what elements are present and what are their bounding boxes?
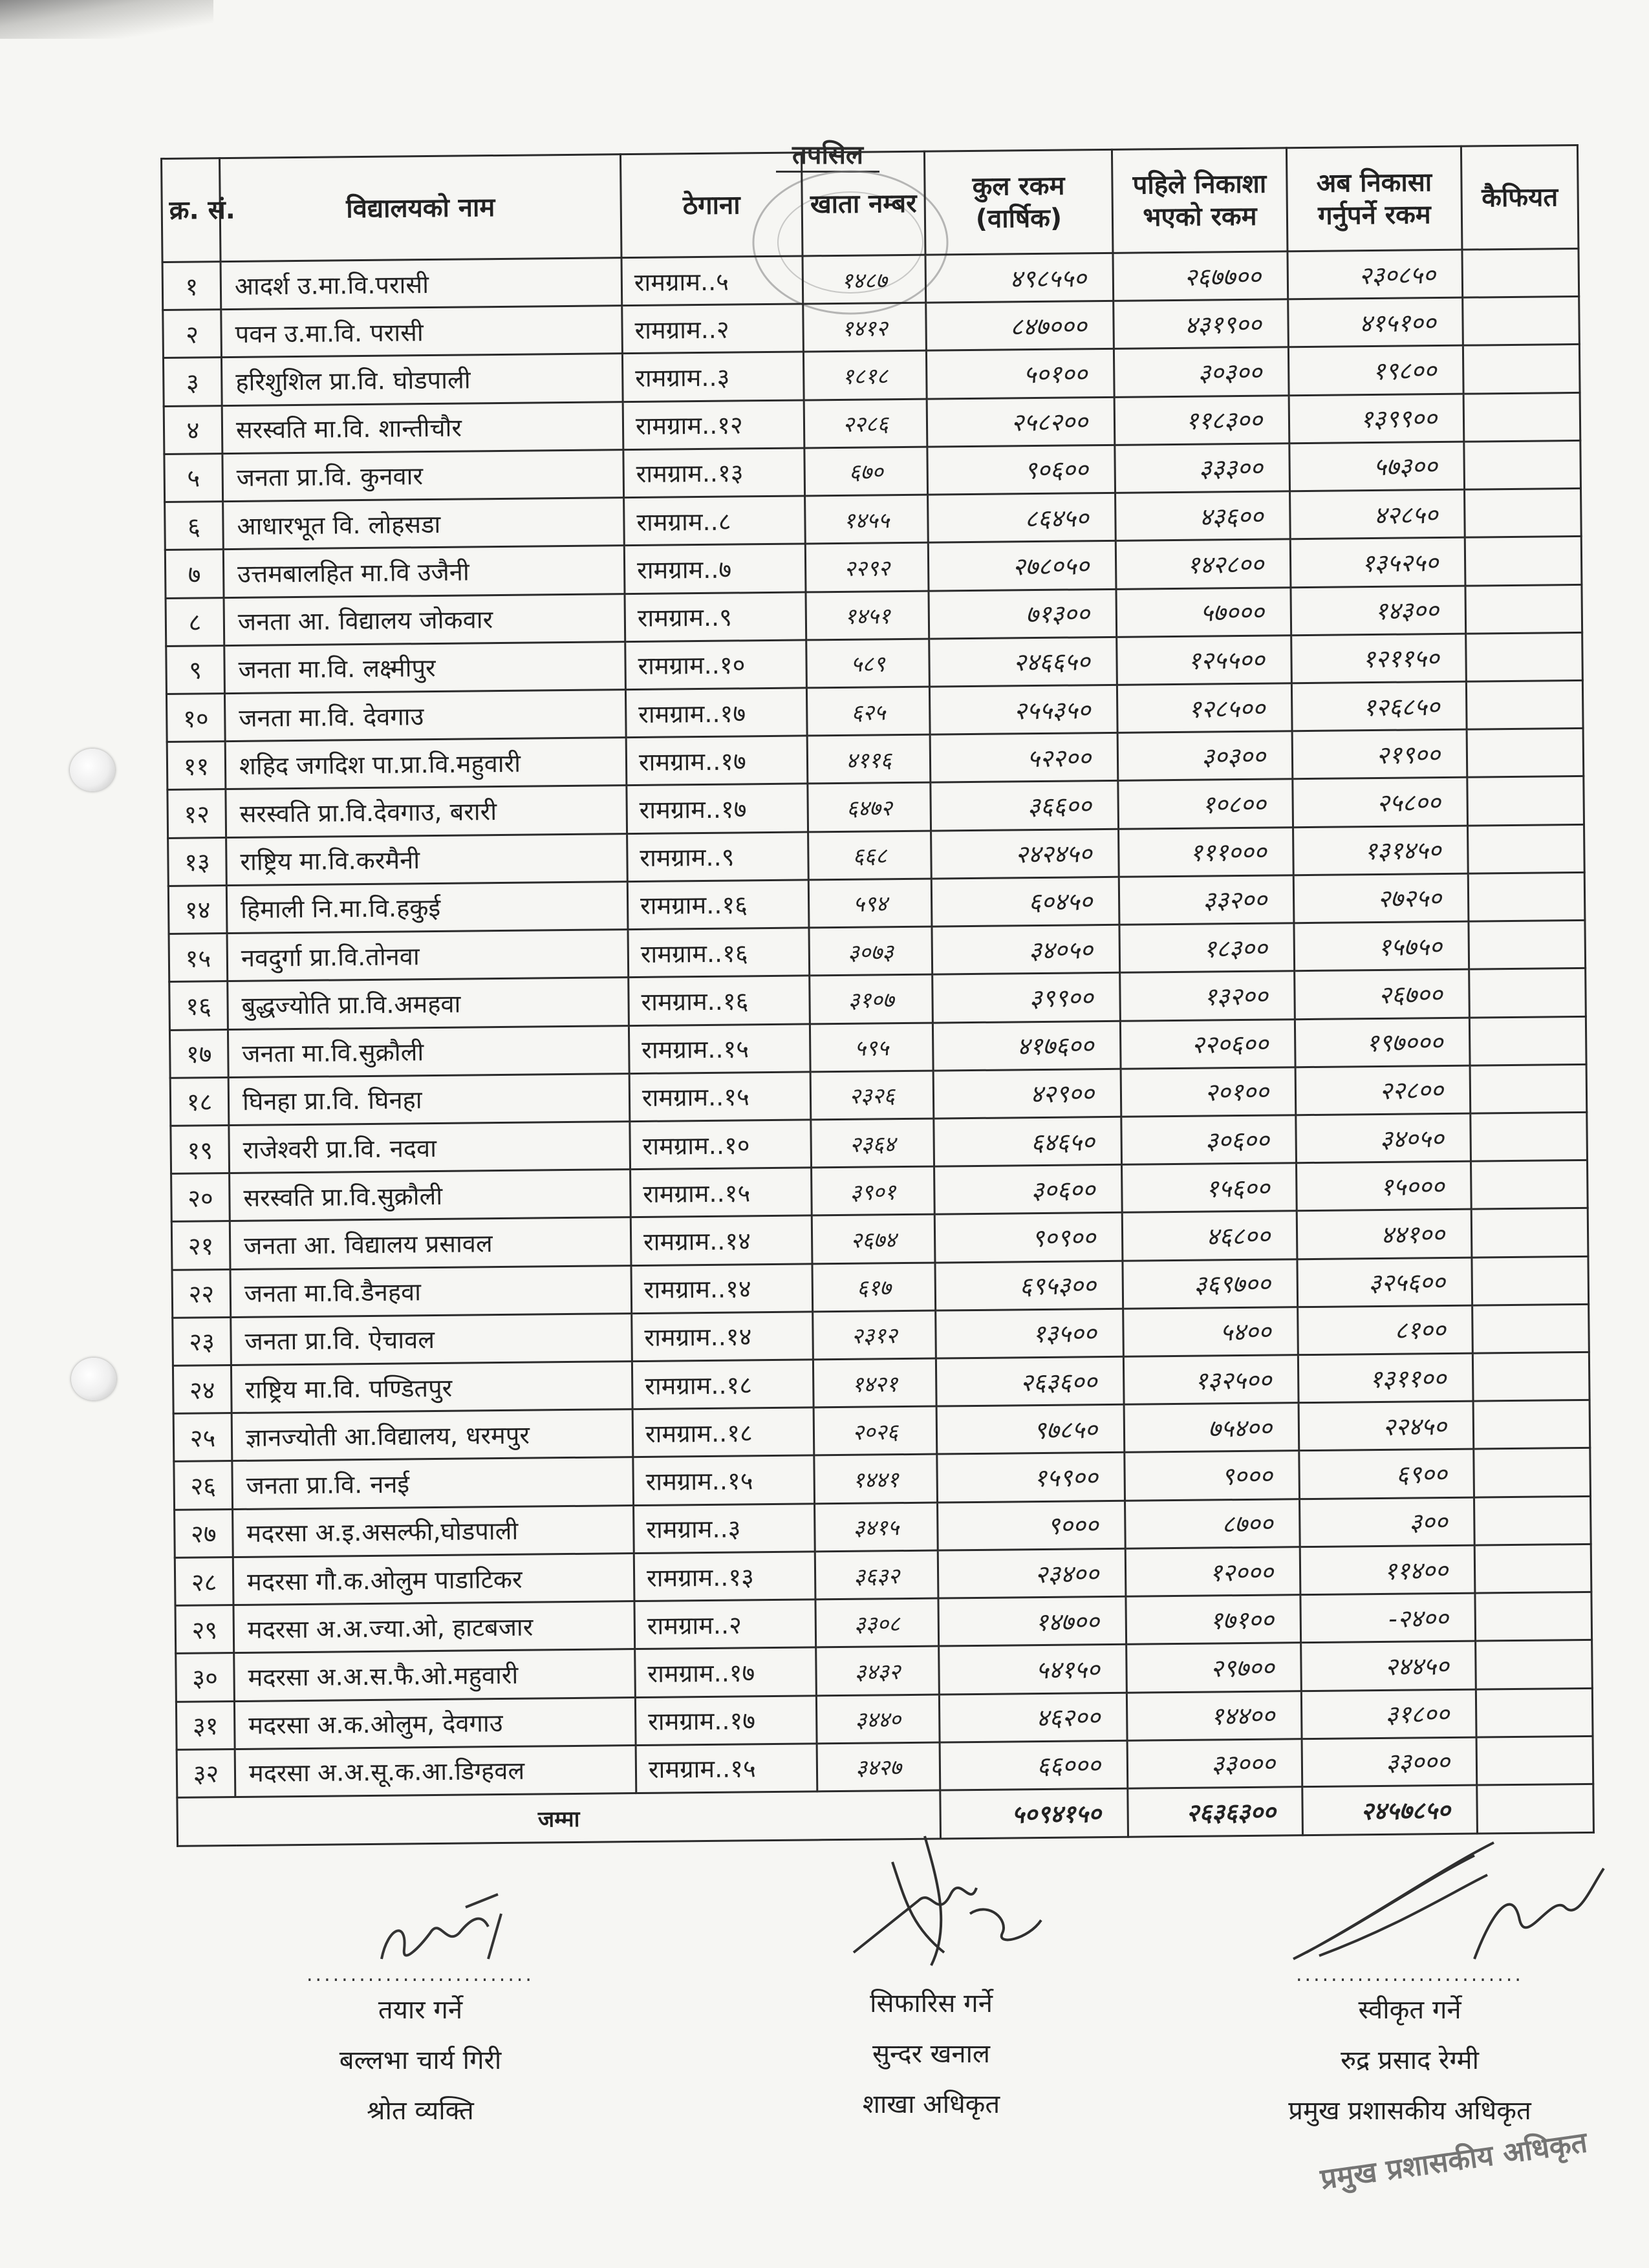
signature-block-prepared: [259, 1965, 582, 2136]
cell-released-amount: ३३२००: [1119, 875, 1294, 925]
cell-address: रामग्राम..२: [634, 1599, 816, 1649]
cell-remarks: [1463, 297, 1580, 346]
cell-remaining-amount: २५८००: [1293, 778, 1468, 828]
cell-school-name: राष्ट्रिय मा.वि.करमैनी: [226, 833, 628, 885]
cell-address: रामग्राम..१५: [629, 1023, 810, 1073]
cell-remaining-amount: १९७०००: [1295, 1018, 1470, 1067]
cell-total-amount: २४६६५०: [929, 637, 1117, 687]
cell-released-amount: २२०६००: [1120, 1019, 1295, 1069]
cell-school-name: आदर्श उ.मा.वि.परासी: [221, 258, 622, 310]
cell-remaining-amount: ३००: [1299, 1497, 1474, 1547]
cell-address: रामग्राम..१४: [630, 1215, 812, 1265]
cell-account-number: २२८६: [804, 399, 927, 448]
approved-role: स्वीकृत गर्ने: [1358, 1995, 1461, 2025]
cell-serial-number: १६: [169, 981, 228, 1030]
cell-total-amount: ६०४५०: [931, 877, 1119, 926]
cell-address: रामग्राम..१७: [626, 736, 808, 786]
prepared-role: तयार गर्ने: [378, 1995, 463, 2025]
cell-total-amount: ८६४५०: [928, 493, 1116, 542]
cell-remarks: [1465, 537, 1582, 586]
cell-serial-number: १७: [169, 1029, 228, 1078]
cell-school-name: शहिद जगदिश पा.प्रा.वि.महुवारी: [225, 738, 627, 789]
cell-remaining-amount: १३१४५०: [1293, 826, 1469, 875]
cell-serial-number: २३: [173, 1317, 232, 1365]
cell-account-number: २०२६: [814, 1406, 937, 1455]
cell-remaining-amount: २४४५०: [1301, 1641, 1476, 1691]
cell-serial-number: ५: [164, 453, 223, 502]
cell-address: रामग्राम..१६: [628, 928, 810, 978]
header-remaining-amount: अब निकासा गर्नुपर्ने रकम: [1286, 146, 1462, 251]
cell-account-number: ६६८: [808, 831, 932, 880]
cell-school-name: मदरसा गौ.क.ओलुम पाडाटिकर: [233, 1553, 634, 1605]
cell-serial-number: २७: [175, 1509, 233, 1557]
cell-address: रामग्राम..१३: [634, 1552, 815, 1601]
header-school-name: विद्यालयको नाम: [220, 155, 622, 262]
prepared-title: श्रोत व्यक्ति: [367, 2096, 474, 2126]
cell-remarks: [1476, 1640, 1593, 1689]
cell-school-name: जनता प्रा.वि. ननई: [232, 1457, 634, 1509]
cell-serial-number: २८: [175, 1557, 233, 1605]
cell-released-amount: १२८५००: [1117, 683, 1292, 733]
cell-address: रामग्राम..२: [622, 304, 804, 354]
table-body: [162, 248, 1593, 1797]
cell-serial-number: ३१: [176, 1701, 235, 1749]
cell-serial-number: ७: [165, 550, 224, 598]
cell-released-amount: ७५४००: [1124, 1403, 1299, 1453]
approved-title: प्रमुख प्रशासकीय अधिकृत: [1288, 2096, 1531, 2126]
cell-school-name: मदरसा अ.क.ओलुम, देवगाउ: [234, 1697, 636, 1749]
cell-serial-number: २९: [175, 1605, 234, 1654]
cell-account-number: २३६४: [811, 1118, 934, 1168]
cell-remaining-amount: १३९९००: [1289, 394, 1464, 444]
punch-hole-top: [70, 749, 115, 791]
cell-serial-number: २०: [171, 1173, 230, 1222]
header-address: ठेगाना: [620, 153, 803, 258]
cell-account-number: १४५५: [805, 495, 929, 544]
cell-school-name: मदरसा अ.अ.सू.क.आ.डिग्हवल: [235, 1745, 636, 1797]
cell-address: रामग्राम..१२: [623, 400, 804, 450]
cell-remaining-amount: २६७००: [1295, 969, 1470, 1019]
table-caption: तपसिल: [763, 136, 892, 171]
cell-remaining-amount: ५७३००: [1289, 442, 1465, 491]
cell-remaining-amount: १५०००: [1297, 1161, 1472, 1211]
cell-serial-number: ८: [166, 597, 224, 646]
cell-school-name: पवन उ.मा.वि. परासी: [221, 306, 623, 358]
cell-released-amount: १५६००: [1122, 1163, 1297, 1213]
cell-total-amount: ६९५३००: [935, 1261, 1123, 1311]
cell-total-amount: ३४०५०: [932, 925, 1120, 974]
cell-school-name: नवदुर्गा प्रा.वि.तोनवा: [227, 930, 629, 981]
cell-released-amount: १३२००: [1120, 971, 1295, 1021]
approved-name: रुद्र प्रसाद रेग्मी: [1341, 2046, 1479, 2075]
total-label: जम्मा: [177, 1790, 941, 1846]
cell-total-amount: ६६०००: [940, 1740, 1128, 1790]
cell-account-number: ५९५: [810, 1023, 933, 1072]
cell-released-amount: ९०००: [1125, 1451, 1300, 1501]
cell-total-amount: ६४६५०: [934, 1117, 1122, 1166]
cell-serial-number: २६: [174, 1461, 233, 1510]
cell-remaining-amount: १२११५०: [1291, 634, 1467, 683]
cell-total-amount: ८४७०००: [926, 301, 1114, 351]
cell-released-amount: ३३३००: [1115, 444, 1290, 493]
cell-account-number: ३०७३: [809, 926, 932, 976]
cell-remaining-amount: २२८००: [1295, 1065, 1471, 1115]
table-header-row: [162, 145, 1579, 262]
cell-school-name: हिमाली नि.मा.वि.हकुई: [226, 881, 628, 933]
cell-address: रामग्राम..१०: [630, 1120, 812, 1170]
cell-total-amount: २६३६००: [936, 1356, 1124, 1406]
signature-dots: ..........................: [1296, 1963, 1524, 1986]
cell-remaining-amount: २३०८५०: [1288, 250, 1463, 299]
cell-remarks: [1468, 872, 1585, 921]
cell-account-number: ६७०: [804, 447, 928, 496]
cell-school-name: जनता प्रा.वि. कुनवार: [222, 450, 624, 502]
cell-address: रामग्राम..९: [627, 832, 809, 882]
cell-address: रामग्राम..१४: [632, 1312, 814, 1362]
cell-total-amount: ३०६००: [934, 1164, 1123, 1214]
signature-block-approved: [1216, 1965, 1604, 2136]
cell-released-amount: ५४००: [1123, 1307, 1299, 1357]
cell-total-amount: ९७८५०: [936, 1405, 1125, 1455]
cell-remaining-amount: ३१८००: [1301, 1689, 1476, 1739]
cell-remaining-amount: ३४०५०: [1296, 1113, 1471, 1163]
cell-serial-number: ४: [164, 405, 222, 454]
cell-address: रामग्राम..९: [625, 592, 806, 641]
cell-account-number: १४१२: [803, 303, 927, 352]
cell-school-name: आधारभूत वि. लोहसडा: [223, 498, 625, 550]
cell-remarks: [1476, 1688, 1593, 1737]
cell-released-amount: १११०००: [1119, 827, 1294, 877]
cell-remarks: [1476, 1736, 1593, 1785]
cell-address: रामग्राम..१७: [627, 784, 808, 833]
cell-serial-number: १: [162, 262, 221, 310]
cell-released-amount: २९७००: [1126, 1643, 1302, 1693]
cell-account-number: ३३०८: [815, 1598, 939, 1647]
cell-remarks: [1473, 1400, 1590, 1450]
cell-address: रामग्राम..१५: [630, 1168, 812, 1217]
cell-total-amount: ४९८५५०: [925, 253, 1114, 303]
cell-address: रामग्राम..१६: [627, 880, 809, 930]
cell-school-name: घिनहा प्रा.वि. घिनहा: [228, 1073, 630, 1125]
cell-school-name: हरिशुशिल प्रा.वि. घोडपाली: [221, 354, 623, 405]
cell-remarks: [1466, 680, 1583, 729]
cell-account-number: ३९०१: [812, 1166, 935, 1215]
cell-remarks: [1467, 776, 1584, 826]
scan-edge-shadow: [0, 0, 213, 39]
cell-remarks: [1466, 632, 1583, 681]
header-total-amount: कुल रकम (वार्षिक): [924, 149, 1113, 255]
cell-serial-number: १३: [168, 837, 227, 886]
cell-remarks: [1475, 1592, 1592, 1641]
cell-address: रामग्राम..८: [624, 496, 806, 546]
recommended-name: सुन्दर खनाल: [872, 2039, 991, 2069]
cell-serial-number: १५: [169, 934, 228, 982]
header-serial-number: क्र. सं.: [162, 158, 221, 262]
cell-released-amount: ४३६००: [1116, 491, 1291, 541]
cell-address: रामग्राम..१७: [635, 1647, 817, 1697]
cell-account-number: ५९४: [808, 879, 932, 928]
punch-hole-bottom: [71, 1358, 116, 1400]
cell-released-amount: ३३०००: [1127, 1738, 1302, 1788]
cell-address: रामग्राम..१८: [632, 1360, 814, 1409]
cell-account-number: ४११६: [807, 734, 931, 784]
cell-address: रामग्राम..१०: [625, 640, 807, 690]
cell-remarks: [1474, 1448, 1591, 1497]
cell-school-name: बुद्धज्योति प्रा.वि.अमहवा: [228, 978, 629, 1029]
cell-serial-number: २२: [172, 1269, 231, 1318]
cell-total-amount: ९०६००: [927, 445, 1116, 495]
cell-released-amount: १४४००: [1126, 1691, 1302, 1740]
cell-serial-number: ३२: [177, 1749, 235, 1797]
header-remarks: कैफियत: [1461, 145, 1579, 250]
cell-released-amount: २६७७००: [1113, 251, 1288, 301]
cell-address: रामग्राम..७: [624, 544, 806, 594]
cell-remaining-amount: ४४१००: [1297, 1209, 1472, 1259]
cell-total-amount: ३९९००: [932, 973, 1121, 1023]
cell-serial-number: १८: [170, 1077, 229, 1126]
cell-school-name: जनता मा.वि. देवगाउ: [224, 690, 626, 742]
cell-remarks: [1464, 440, 1581, 489]
cell-school-name: जनता प्रा.वि. ऐचावल: [231, 1313, 632, 1365]
cell-school-name: सरस्वति मा.वि. शान्तीचौर: [222, 401, 623, 453]
cell-account-number: १४४१: [814, 1455, 938, 1504]
cell-school-name: राजेश्वरी प्रा.वि. नदवा: [229, 1122, 630, 1173]
cell-remarks: [1472, 1304, 1590, 1353]
cell-serial-number: २१: [171, 1221, 230, 1270]
cell-remarks: [1465, 584, 1582, 634]
cell-remaining-amount: १३११००: [1298, 1353, 1473, 1403]
cell-account-number: ३४३२: [816, 1646, 940, 1695]
cell-serial-number: ३: [163, 358, 222, 406]
cell-total-amount: २५५३५०: [929, 685, 1117, 734]
cell-released-amount: २०१००: [1121, 1067, 1296, 1117]
cell-school-name: जनता आ. विद्यालय जोकवार: [224, 594, 625, 645]
cell-remarks: [1472, 1256, 1589, 1305]
cell-account-number: ३४४०: [816, 1695, 940, 1744]
cell-total-amount: ९०००: [938, 1501, 1126, 1550]
cell-remaining-amount: ११४००: [1300, 1545, 1475, 1595]
cell-account-number: ३६३२: [815, 1550, 938, 1599]
cell-address: रामग्राम..१३: [623, 448, 805, 498]
cell-released-amount: ४६८००: [1122, 1211, 1297, 1261]
header-account-number: खाता नम्बर: [801, 151, 925, 256]
cell-remarks: [1469, 920, 1586, 969]
cell-account-number: १४५१: [806, 591, 929, 640]
cell-released-amount: ११८३००: [1114, 395, 1289, 445]
cell-account-number: ३४२७: [817, 1742, 940, 1792]
cell-serial-number: २: [163, 310, 222, 358]
cell-total-amount: १४७००: [938, 1596, 1126, 1646]
cell-address: रामग्राम..१५: [636, 1744, 817, 1793]
cell-remaining-amount: १४३००: [1291, 586, 1466, 636]
cell-released-amount: ५७०००: [1116, 587, 1291, 637]
cell-total-amount: ४२९००: [933, 1069, 1121, 1118]
cell-account-number: २६७४: [812, 1214, 935, 1263]
cell-school-name: ज्ञानज्योती आ.विद्यालय, धरमपुर: [232, 1409, 633, 1461]
cell-total-amount: ९०९००: [934, 1213, 1123, 1263]
cell-total-amount: २५८२००: [927, 397, 1115, 447]
cell-remarks: [1471, 1208, 1588, 1257]
cell-released-amount: ३०३००: [1114, 347, 1289, 397]
cell-school-name: मदरसा अ.अ.स.फै.ओ.महुवारी: [234, 1649, 636, 1701]
cell-remarks: [1471, 1161, 1588, 1210]
cell-school-name: मदरसा अ.इ.असल्फी,घोडपाली: [233, 1505, 634, 1557]
remaining-amount-sum: २४५७८५०: [1302, 1785, 1478, 1835]
cell-remarks: [1474, 1496, 1591, 1545]
cell-serial-number: २४: [173, 1365, 232, 1414]
cell-total-amount: २३४००: [938, 1548, 1126, 1598]
signature-approved-icon: [1280, 1830, 1617, 1978]
cell-remarks: [1471, 1112, 1588, 1161]
cell-remarks: [1469, 1016, 1586, 1065]
cell-remaining-amount: २७२५०: [1293, 873, 1469, 923]
cell-total-amount: २७८०५०: [928, 541, 1116, 591]
cell-serial-number: ३०: [176, 1653, 235, 1702]
cell-remarks: [1469, 968, 1586, 1018]
cell-serial-number: १९: [171, 1125, 230, 1173]
cell-serial-number: २५: [173, 1413, 232, 1462]
cell-total-amount: ५४१५०: [939, 1645, 1127, 1695]
cell-remaining-amount: २१९००: [1292, 729, 1467, 779]
cell-remarks: [1470, 1064, 1587, 1113]
cell-remaining-amount: ३२५६००: [1297, 1257, 1472, 1307]
recommended-title: शाखा अधिकृत: [862, 2090, 1000, 2119]
cell-released-amount: १७१००: [1126, 1595, 1301, 1645]
cell-serial-number: १२: [167, 789, 226, 838]
cell-released-amount: १०८००: [1118, 779, 1293, 829]
cell-released-amount: १२५५००: [1117, 635, 1292, 685]
cell-school-name: जनता मा.वि. लक्ष्मीपुर: [224, 641, 626, 693]
cell-school-name: सरस्वति प्रा.वि.देवगाउ, बरारी: [226, 786, 627, 837]
cell-remaining-amount: २२४५०: [1299, 1401, 1474, 1451]
cell-released-amount: १४२८००: [1116, 539, 1291, 589]
official-stamp: प्रमुख प्रशासकीय अधिकृत: [1318, 2126, 1590, 2196]
allocation-table: [160, 144, 1595, 1847]
cell-remaining-amount: ६९००: [1299, 1450, 1474, 1499]
cell-total-amount: ७१३००: [929, 589, 1117, 639]
cell-account-number: ५८९: [806, 639, 930, 688]
cell-school-name: जनता मा.वि.डैनहवा: [230, 1265, 632, 1317]
cell-released-amount: ३०३००: [1117, 731, 1293, 781]
cell-remarks: [1463, 345, 1580, 394]
cell-address: रामग्राम..३: [622, 352, 804, 401]
cell-total-amount: ४१७६००: [932, 1021, 1121, 1071]
cell-remaining-amount: ४१५१००: [1288, 297, 1463, 347]
cell-school-name: राष्ट्रिय मा.वि. पण्डितपुर: [231, 1362, 632, 1413]
cell-total-amount: ३६६००: [931, 781, 1119, 831]
cell-remarks: [1468, 824, 1585, 873]
cell-address: रामग्राम..५: [621, 256, 803, 306]
cell-total-amount: ४६२००: [939, 1693, 1127, 1742]
cell-account-number: ३४१५: [815, 1503, 938, 1552]
cell-total-amount: १३५००: [936, 1309, 1124, 1358]
cell-remaining-amount: १९८००: [1288, 346, 1463, 396]
cell-account-number: १८१८: [803, 351, 927, 400]
signature-dots: ..........................: [307, 1963, 534, 1986]
cell-school-name: मदरसा अ.अ.ज्या.ओ, हाटबजार: [233, 1601, 635, 1653]
signature-block-recommended: [776, 1978, 1086, 2130]
cell-remarks: [1463, 392, 1580, 442]
recommended-role: सिफारिस गर्ने: [870, 1989, 993, 2018]
cell-released-amount: १३२५००: [1123, 1355, 1299, 1405]
cell-school-name: सरस्वति प्रा.वि.सुक्रौली: [230, 1170, 631, 1221]
cell-address: रामग्राम..१६: [629, 976, 810, 1025]
cell-remarks: [1467, 729, 1584, 778]
cell-remarks: [1462, 248, 1579, 297]
cell-address: रामग्राम..३: [634, 1504, 815, 1554]
cell-remaining-amount: १५७५०: [1294, 921, 1469, 971]
cell-remarks: [1472, 1352, 1590, 1401]
cell-remaining-amount: ४२८५०: [1290, 489, 1465, 539]
cell-remaining-amount: ८१००: [1298, 1305, 1473, 1355]
released-amount-sum: २६३६३००: [1128, 1787, 1303, 1837]
cell-account-number: ३१०७: [810, 974, 933, 1023]
cell-remaining-amount: ३३०००: [1302, 1737, 1477, 1787]
cell-serial-number: ११: [167, 742, 226, 790]
cell-account-number: १४८७: [803, 255, 926, 304]
cell-released-amount: ४३१९००: [1114, 299, 1289, 349]
cell-school-name: जनता मा.वि.सुक्रौली: [228, 1025, 629, 1077]
cell-released-amount: १८३००: [1119, 923, 1295, 973]
signature-recommended-icon: [841, 1823, 1061, 1978]
cell-total-amount: ५२२००: [930, 733, 1118, 783]
cell-address: रामग्राम..१८: [632, 1407, 814, 1457]
cell-serial-number: ६: [165, 502, 224, 550]
header-released-amount: पहिले निकाशा भएको रकम: [1112, 148, 1288, 253]
total-amount-sum: ५०९४१५०: [940, 1788, 1128, 1839]
cell-address: रामग्राम..१५: [633, 1455, 815, 1505]
cell-address: रामग्राम..१४: [631, 1263, 813, 1313]
cell-address: रामग्राम..१७: [635, 1695, 817, 1745]
cell-account-number: २३२६: [810, 1071, 934, 1120]
cell-serial-number: १०: [166, 694, 225, 742]
cell-account-number: २२९२: [805, 542, 929, 592]
cell-school-name: उत्तमबालहित मा.वि उजैनी: [223, 546, 625, 597]
cell-remaining-amount: १२६८५०: [1291, 681, 1467, 731]
cell-remarks: [1474, 1544, 1591, 1593]
cell-remaining-amount: -२४००: [1300, 1593, 1476, 1643]
cell-serial-number: १४: [168, 885, 227, 934]
cell-remarks: [1465, 489, 1582, 538]
cell-total-amount: ५०१००: [926, 349, 1114, 399]
cell-account-number: ६१७: [812, 1263, 936, 1312]
cell-released-amount: ८७००: [1125, 1499, 1300, 1548]
cell-released-amount: ३०६००: [1121, 1115, 1297, 1165]
cell-address: रामग्राम..१७: [625, 688, 807, 738]
cell-total-amount: १५९००: [937, 1453, 1125, 1503]
cell-address: रामग्राम..१५: [629, 1072, 811, 1122]
cell-account-number: ६२५: [806, 687, 930, 736]
cell-total-amount: २४२४५०: [931, 829, 1119, 879]
prepared-name: बल्लभा चार्य गिरी: [339, 2046, 502, 2075]
cell-released-amount: १२०००: [1125, 1547, 1300, 1597]
total-remarks-cell: [1477, 1784, 1594, 1834]
cell-released-amount: ३६९७००: [1123, 1259, 1298, 1309]
cell-account-number: १४२१: [813, 1358, 936, 1407]
cell-account-number: ६४७२: [808, 783, 931, 832]
cell-account-number: २३१२: [813, 1311, 936, 1360]
cell-serial-number: ९: [166, 645, 225, 694]
cell-remaining-amount: १३५२५०: [1290, 537, 1465, 587]
cell-school-name: जनता आ. विद्यालय प्रसावल: [230, 1217, 631, 1269]
